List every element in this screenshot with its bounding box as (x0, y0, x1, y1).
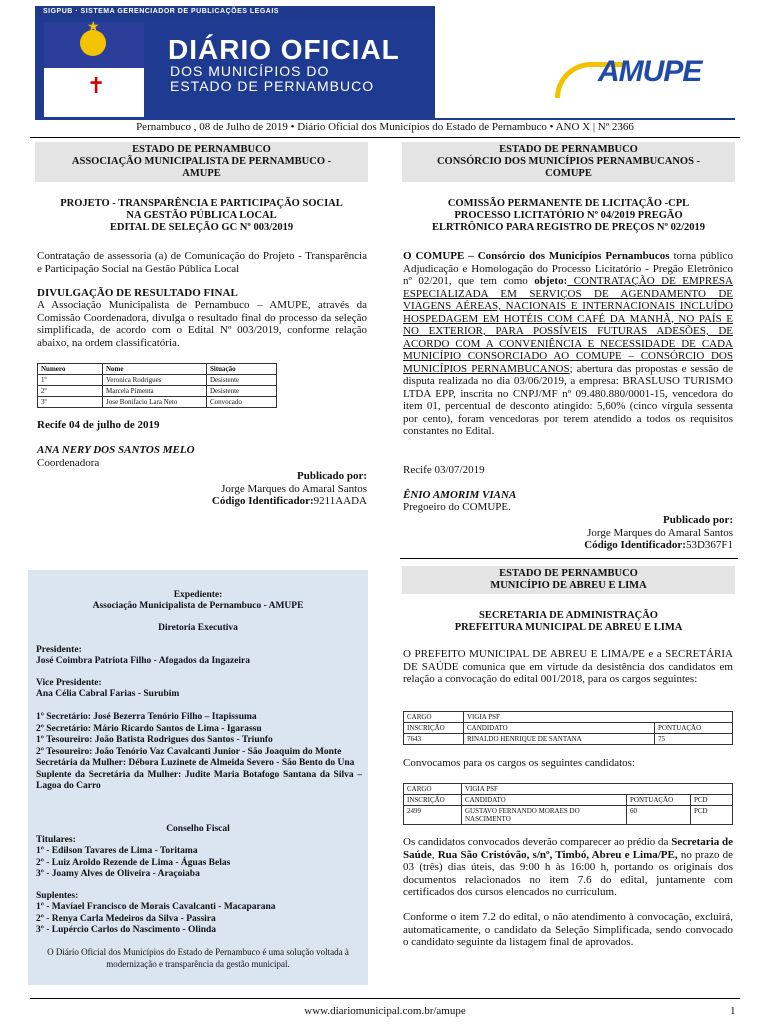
result-title: DIVULGAÇÃO DE RESULTADO FINAL (37, 287, 238, 299)
right-role: Pregoeiro do COMUPE. (403, 501, 511, 513)
left-signer: ANA NERY DOS SANTOS MELO (37, 444, 195, 456)
result-text: A Associação Municipalista de Pernambuco – AMUPE, através da Comissão Coordenadora, divulga o resultado final do processo da seleção simplificada, de acordo com o Edital Nº 003/2019, conforme relação abaixo, na ordem classificatória. (37, 299, 367, 349)
left-section-header: ESTADO DE PERNAMBUCO ASSOCIAÇÃO MUNICIPALISTA DE PERNAMBUCO - AMUPE (35, 142, 368, 182)
left-role: Coordenadora (37, 457, 100, 469)
abreu-text: O PREFEITO MUNICIPAL DE ABREU E LIMA/PE e a SECRETÁRIA DE SAÚDE comunica que em virtude da desistência dos candidatos em relação a convocação do edital 001/2018, para os cargos seguintes: (403, 648, 733, 685)
exclusion-text: Conforme o item 7.2 do edital, o não atendimento à convocação, excluirá, automaticamente, o candidato da Seleção Simplificada, sendo convocado o candidato seguinte da listagem final de aprovados. (403, 911, 733, 948)
left-date: Recife 04 de julho de 2019 (37, 419, 160, 431)
header-divider (35, 118, 735, 120)
divider (400, 558, 738, 559)
edition-dateline: Pernambuco , 08 de Julho de 2019 • Diário Oficial dos Municípios do Estado de Pernambuco • ANO X | Nº 2366 (136, 121, 634, 133)
table-row: 1º Veronica Rodrigues Desistente (38, 375, 277, 386)
secretaria-title: SECRETARIA DE ADMINISTRAÇÃO PREFEITURA MUNICIPAL DE ABREU E LIMA (454, 610, 683, 633)
table-row: 2499 GUSTAVO FERNANDO MORAES DO NASCIMENTO 60 PCD (404, 806, 733, 825)
table-row: 2º Marcela Pimenta Desistente (38, 386, 277, 397)
instructions-text: Os candidatos convocados deverão comparecer ao prédio da Secretaria de Saúde, Rua São Cristóvão, s/nº, Timbó, Abreu e Lima/PE, no prazo de 03 (três) dias úteis, das 9:00 h às 16:00 h, portando os originais dos documentos relacionados no item 7.6 do edital, juntamente com certificados dos cursos elencados no curriculum. (403, 836, 734, 898)
comupe-text: O COMUPE – Consórcio dos Municípios Pernambucos torna público Adjudicação e Homologação do Processo Licitatório - Pregão Eletrônico nº 02/201, que tem como objeto: CONTRATAÇÃO DE EMPRESA ESPECIALIZADA EM SERVIÇOS DE AGENDAMENTO DE VIAGENS AÉREAS, NACIONAIS E INTERNACIONAIS INCLUÍDO HOSPEDAGEM EM HOTÉIS COM CAFÉ DA MANHÃ, NO PAÍS E NO EXTERIOR, PARA POSSÍVEIS FUTURAS ADESÕES, DE ACORDO COM A CONVENIÊNCIA E NECESSIDADE DE CADA MUNICÍPIO CONSORCIADO AO COMUPE – CONSÓRCIO DOS MUNICÍPIOS PERNAMBUCANOS; abertura das propostas e sessão de disputa realizada no dia 03/06/2019, a empresa: BRASLUSO TURISMO LTDA EPP, inscrita no CNPJ/MF nº 09.480.880/0001-15, vencedora do item 01, percentual de desconto atingido: 5,60% (cinco vírgula sessenta por cento), foram vencedoras por terem atendido a todos os requisitos constantes no Edital. (403, 250, 733, 437)
desist-table: CARGO VIGIA PSF INSCRIÇÃO CANDIDATO PONTUAÇÃO 7643 RINALDO HENRIQUE DE SANTANA 75 (403, 711, 733, 745)
convoca-text: Convocamos para os cargos os seguintes candidatos: (403, 757, 635, 769)
right-signer: ÊNIO AMORIM VIANA (403, 489, 517, 501)
table-row: 7643 RINALDO HENRIQUE DE SANTANA 75 (404, 734, 733, 745)
convoca-table: CARGO VIGIA PSF INSCRIÇÃO CANDIDATO PONTUAÇÃO PCD 2499 GUSTAVO FERNANDO MORAES DO NASCIMENTO 60 PCD (403, 783, 733, 825)
divider (30, 137, 740, 138)
result-table: Numero Nome Situação 1º Veronica Rodrigues Desistente 2º Marcela Pimenta Desistente 3º Jose Bonifacio Lara Neto Convocado (37, 363, 277, 408)
footer-url[interactable]: www.diariomunicipal.com.br/amupe (304, 1005, 466, 1017)
banner-title: DIÁRIO OFICIAL (168, 34, 400, 65)
project-title: PROJETO - TRANSPARÊNCIA E PARTICIPAÇÃO SOCIAL NA GESTÃO PÚBLICA LOCAL EDITAL DE SELEÇÃO GC Nº 003/2019 (60, 198, 343, 233)
right-publisher: Publicado por: Jorge Marques do Amaral Santos Código Identificador:53D367F1 (584, 514, 733, 551)
page-number: 1 (730, 1005, 736, 1017)
expediente-box: Expediente: Associação Municipalista de Pernambuco - AMUPE Diretoria Executiva Presidente: José Coimbra Patriota Filho - Afogados da Ingazeira Vice Presidente: Ana Célia Cabral Farias - Surubim 1º Secretário: José Bezerra Tenório Filho – Itapissuma 2º Secretário: Mário Ricardo Santos de Lima - Igarassu 1º Tesoureiro: João Batista Rodrigues dos Santos - Triunfo 2º Tesoureiro: João Tenório Vaz Cavalcanti Junior - São Joaquim do Monte Secretária da Mulher: Débora Luzinete de Almeida Severo - São Bento do Una Suplente da Secretária da Mulher: Judite Maria Botafogo Santana da Silva – Lagoa do Carro Conselho Fiscal Titulares: 1º - Edilson Tavares de Lima - Toritama 2º - Luiz Aroldo Rezende de Lima - Águas Belas 3º - Joamy Alves de Oliveira - Araçoiaba Suplentes: 1º - Mavíael Francisco de Morais Cavalcanti - Macaparana 2º - Renya Carla Medeiros da Silva - Passira 3º - Lupércio Carlos do Nascimento - Olinda O Diário Oficial dos Municípios do Estado de Pernambuco é uma solução voltada à modernização e transparência da gestão municipal. (28, 570, 368, 985)
right-section-header: ESTADO DE PERNAMBUCO CONSÓRCIO DOS MUNICÍPIOS PERNAMBUCANOS - COMUPE (402, 142, 735, 182)
pernambuco-flag-icon: ★ ✝ (44, 22, 144, 117)
table-row: 3º Jose Bonifacio Lara Neto Convocado (38, 397, 277, 408)
footer-divider (30, 998, 740, 999)
amupe-logo-text: AMUPE (598, 55, 702, 88)
banner-subtitle: DOS MUNICÍPIOS DO ESTADO DE PERNAMBUCO (170, 63, 375, 94)
sigpub-bar: SIGPUB · SISTEMA GERENCIADOR DE PUBLICAÇÕES LEGAIS (35, 6, 435, 18)
left-publisher: Publicado por: Jorge Marques do Amaral Santos Código Identificador:9211AADA (211, 470, 367, 507)
right-date: Recife 03/07/2019 (403, 464, 485, 476)
abreu-section-header: ESTADO DE PERNAMBUCO MUNICÍPIO DE ABREU E LIMA (402, 566, 735, 594)
commission-title: COMISSÃO PERMANENTE DE LICITAÇÃO -CPL PROCESSO LICITATÓRIO Nº 04/2019 PREGÃO ELRTRÔNICO PARA REGISTRO DE PREÇOS Nº 02/2019 (431, 198, 706, 233)
contract-text: Contratação de assessoria (a) de Comunicação do Projeto - Transparência e Participação Social na Gestão Pública Local (37, 250, 367, 275)
